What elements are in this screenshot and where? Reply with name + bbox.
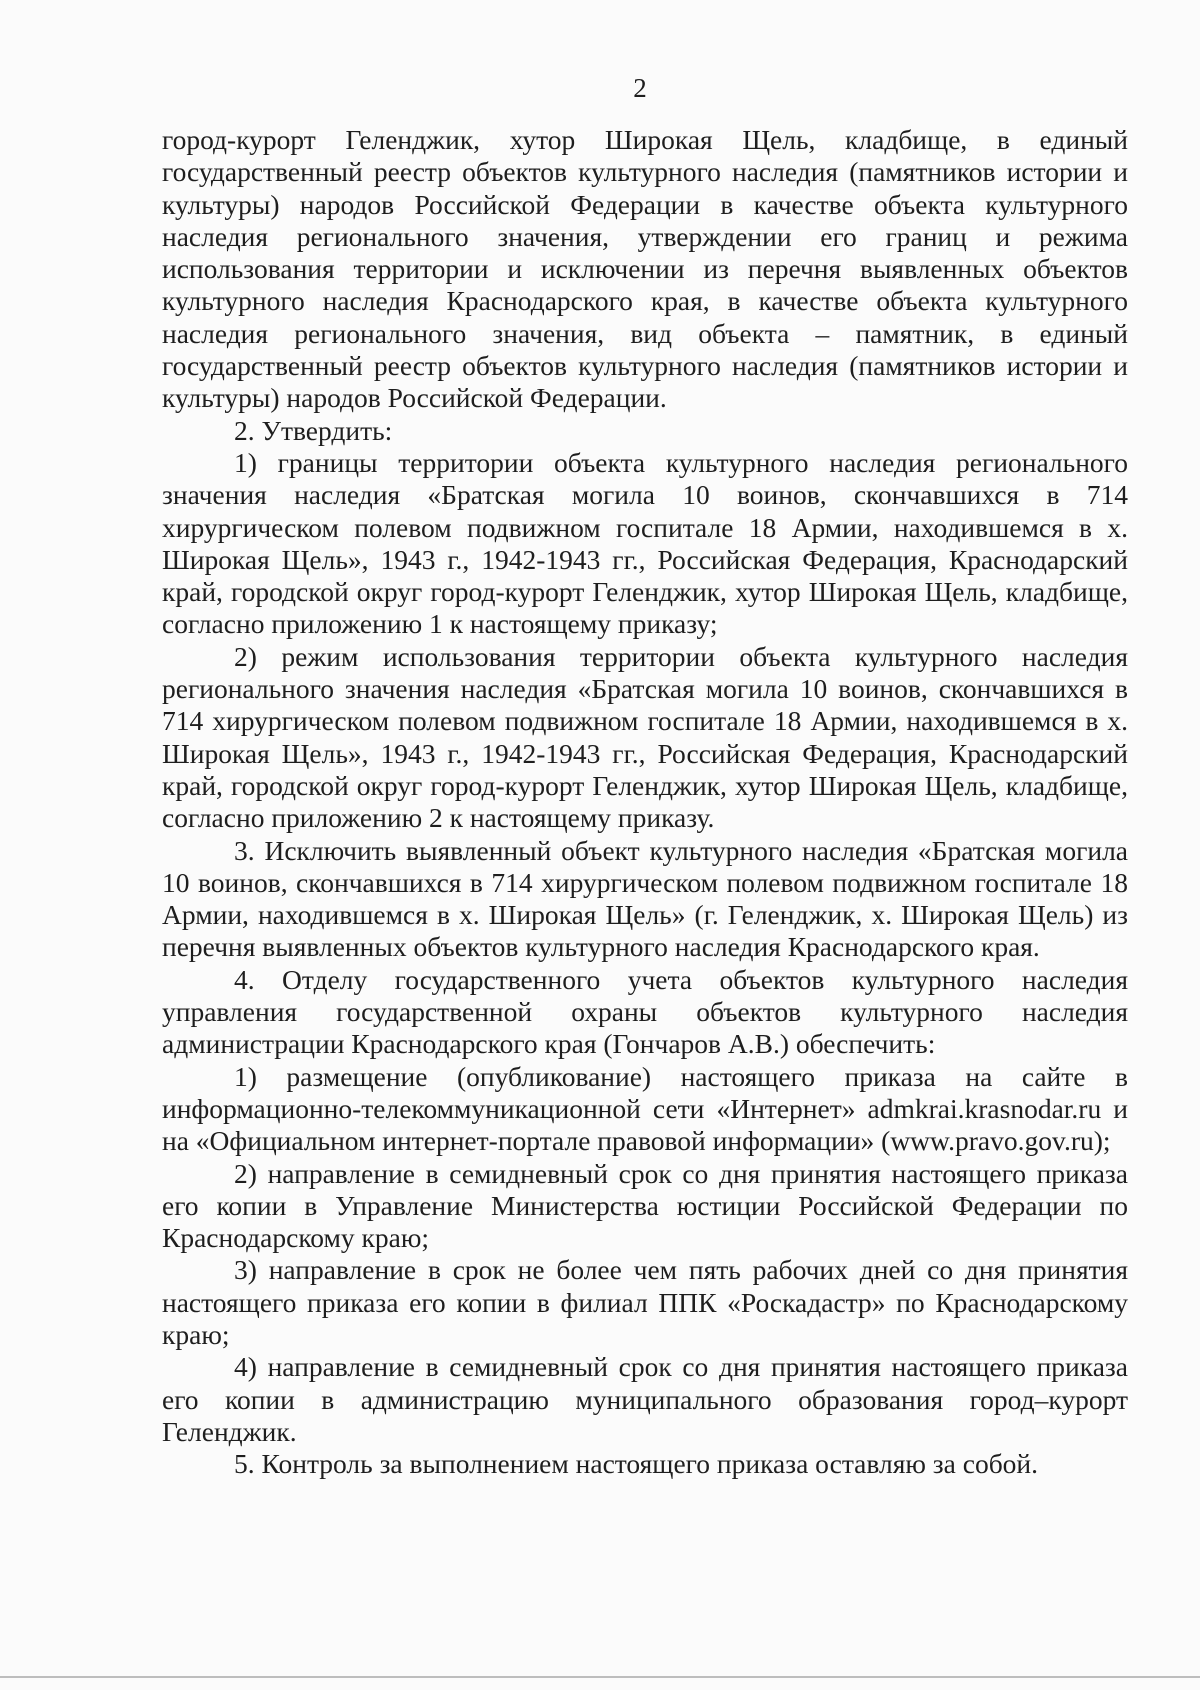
paragraph-item-2: 2. Утвердить:	[234, 414, 393, 446]
paragraph-item-5: 5. Контроль за выполнением настоящего приказа оставляю за собой.	[234, 1448, 1039, 1480]
paragraph-item-4: 4. Отделу государственного учета объектов культурного наследия управления государственной охраны объектов культурного наследия администрации Краснодарского края (Гончаров А.В.) обеспечить:	[162, 963, 1128, 1060]
page-bottom-edge	[0, 1676, 1200, 1678]
paragraph-item-4-1: 1) размещение (опубликование) настоящего приказа на сайте в информационно-телекоммуникационной сети «Интернет» admkrai.krasnodar.ru и на «Официальном интернет-портале правовой информации» (www.pravo.gov.ru);	[162, 1060, 1128, 1157]
paragraph-item-3: 3. Исключить выявленный объект культурного наследия «Братская могила 10 воинов, скончавшихся в 714 хирургическом полевом подвижном госпитале 18 Армии, находившемся в х. Широкая Щель» (г. Геленджик, х. Широкая Щель) из перечня выявленных объектов культурного наследия Краснодарского края.	[162, 834, 1128, 963]
paragraph-item-2-2: 2) режим использования территории объекта культурного наследия регионального значения наследия «Братская могила 10 воинов, скончавшихся в 714 хирургическом полевом подвижном госпитале 18 Армии, находившемся в х. Широкая Щель», 1943 г., 1942-1943 гг., Российская Федерация, Краснодарский край, городской округ город-курорт Геленджик, хутор Широкая Щель, кладбище, согласно приложению 2 к настоящему приказу.	[162, 640, 1128, 834]
paragraph-item-4-3: 3) направление в срок не более чем пять рабочих дней со дня принятия настоящего приказа его копии в филиал ППК «Роскадастр» по Краснодарскому краю;	[162, 1254, 1128, 1350]
paragraph-item-4-2: 2) направление в семидневный срок со дня принятия настоящего приказа его копии в Управление Министерства юстиции Российской Федерации по Краснодарскому краю;	[162, 1157, 1128, 1254]
paragraph-item-4-4: 4) направление в семидневный срок со дня принятия настоящего приказа его копии в администрацию муниципального образования город–курорт Геленджик.	[162, 1351, 1128, 1447]
paragraph-item-2-1: 1) границы территории объекта культурного наследия регионального значения наследия «Братская могила 10 воинов, скончавшихся в 714 хирургическом полевом подвижном госпитале 18 Армии, находившемся в х. Широкая Щель», 1943 г., 1942-1943 гг., Российская Федерация, Краснодарский край, городской округ город-курорт Геленджик, хутор Широкая Щель, кладбище, согласно приложению 1 к настоящему приказу;	[162, 446, 1128, 640]
document-body	[162, 124, 1128, 1480]
paragraph-continuation: город-курорт Геленджик, хутор Широкая Щель, кладбище, в единый государственный реестр объектов культурного наследия (памятников истории и культуры) народов Российской Федерации в качестве объекта культурного наследия регионального значения, утверждении его границ и режима использования территории и исключении из перечня выявленных объектов культурного наследия Краснодарского края, в качестве объекта культурного наследия регионального значения, вид объекта – памятник, в единый государственный реестр объектов культурного наследия (памятников истории и культуры) народов Российской Федерации.	[162, 124, 1128, 414]
page-number: 2	[633, 73, 647, 103]
